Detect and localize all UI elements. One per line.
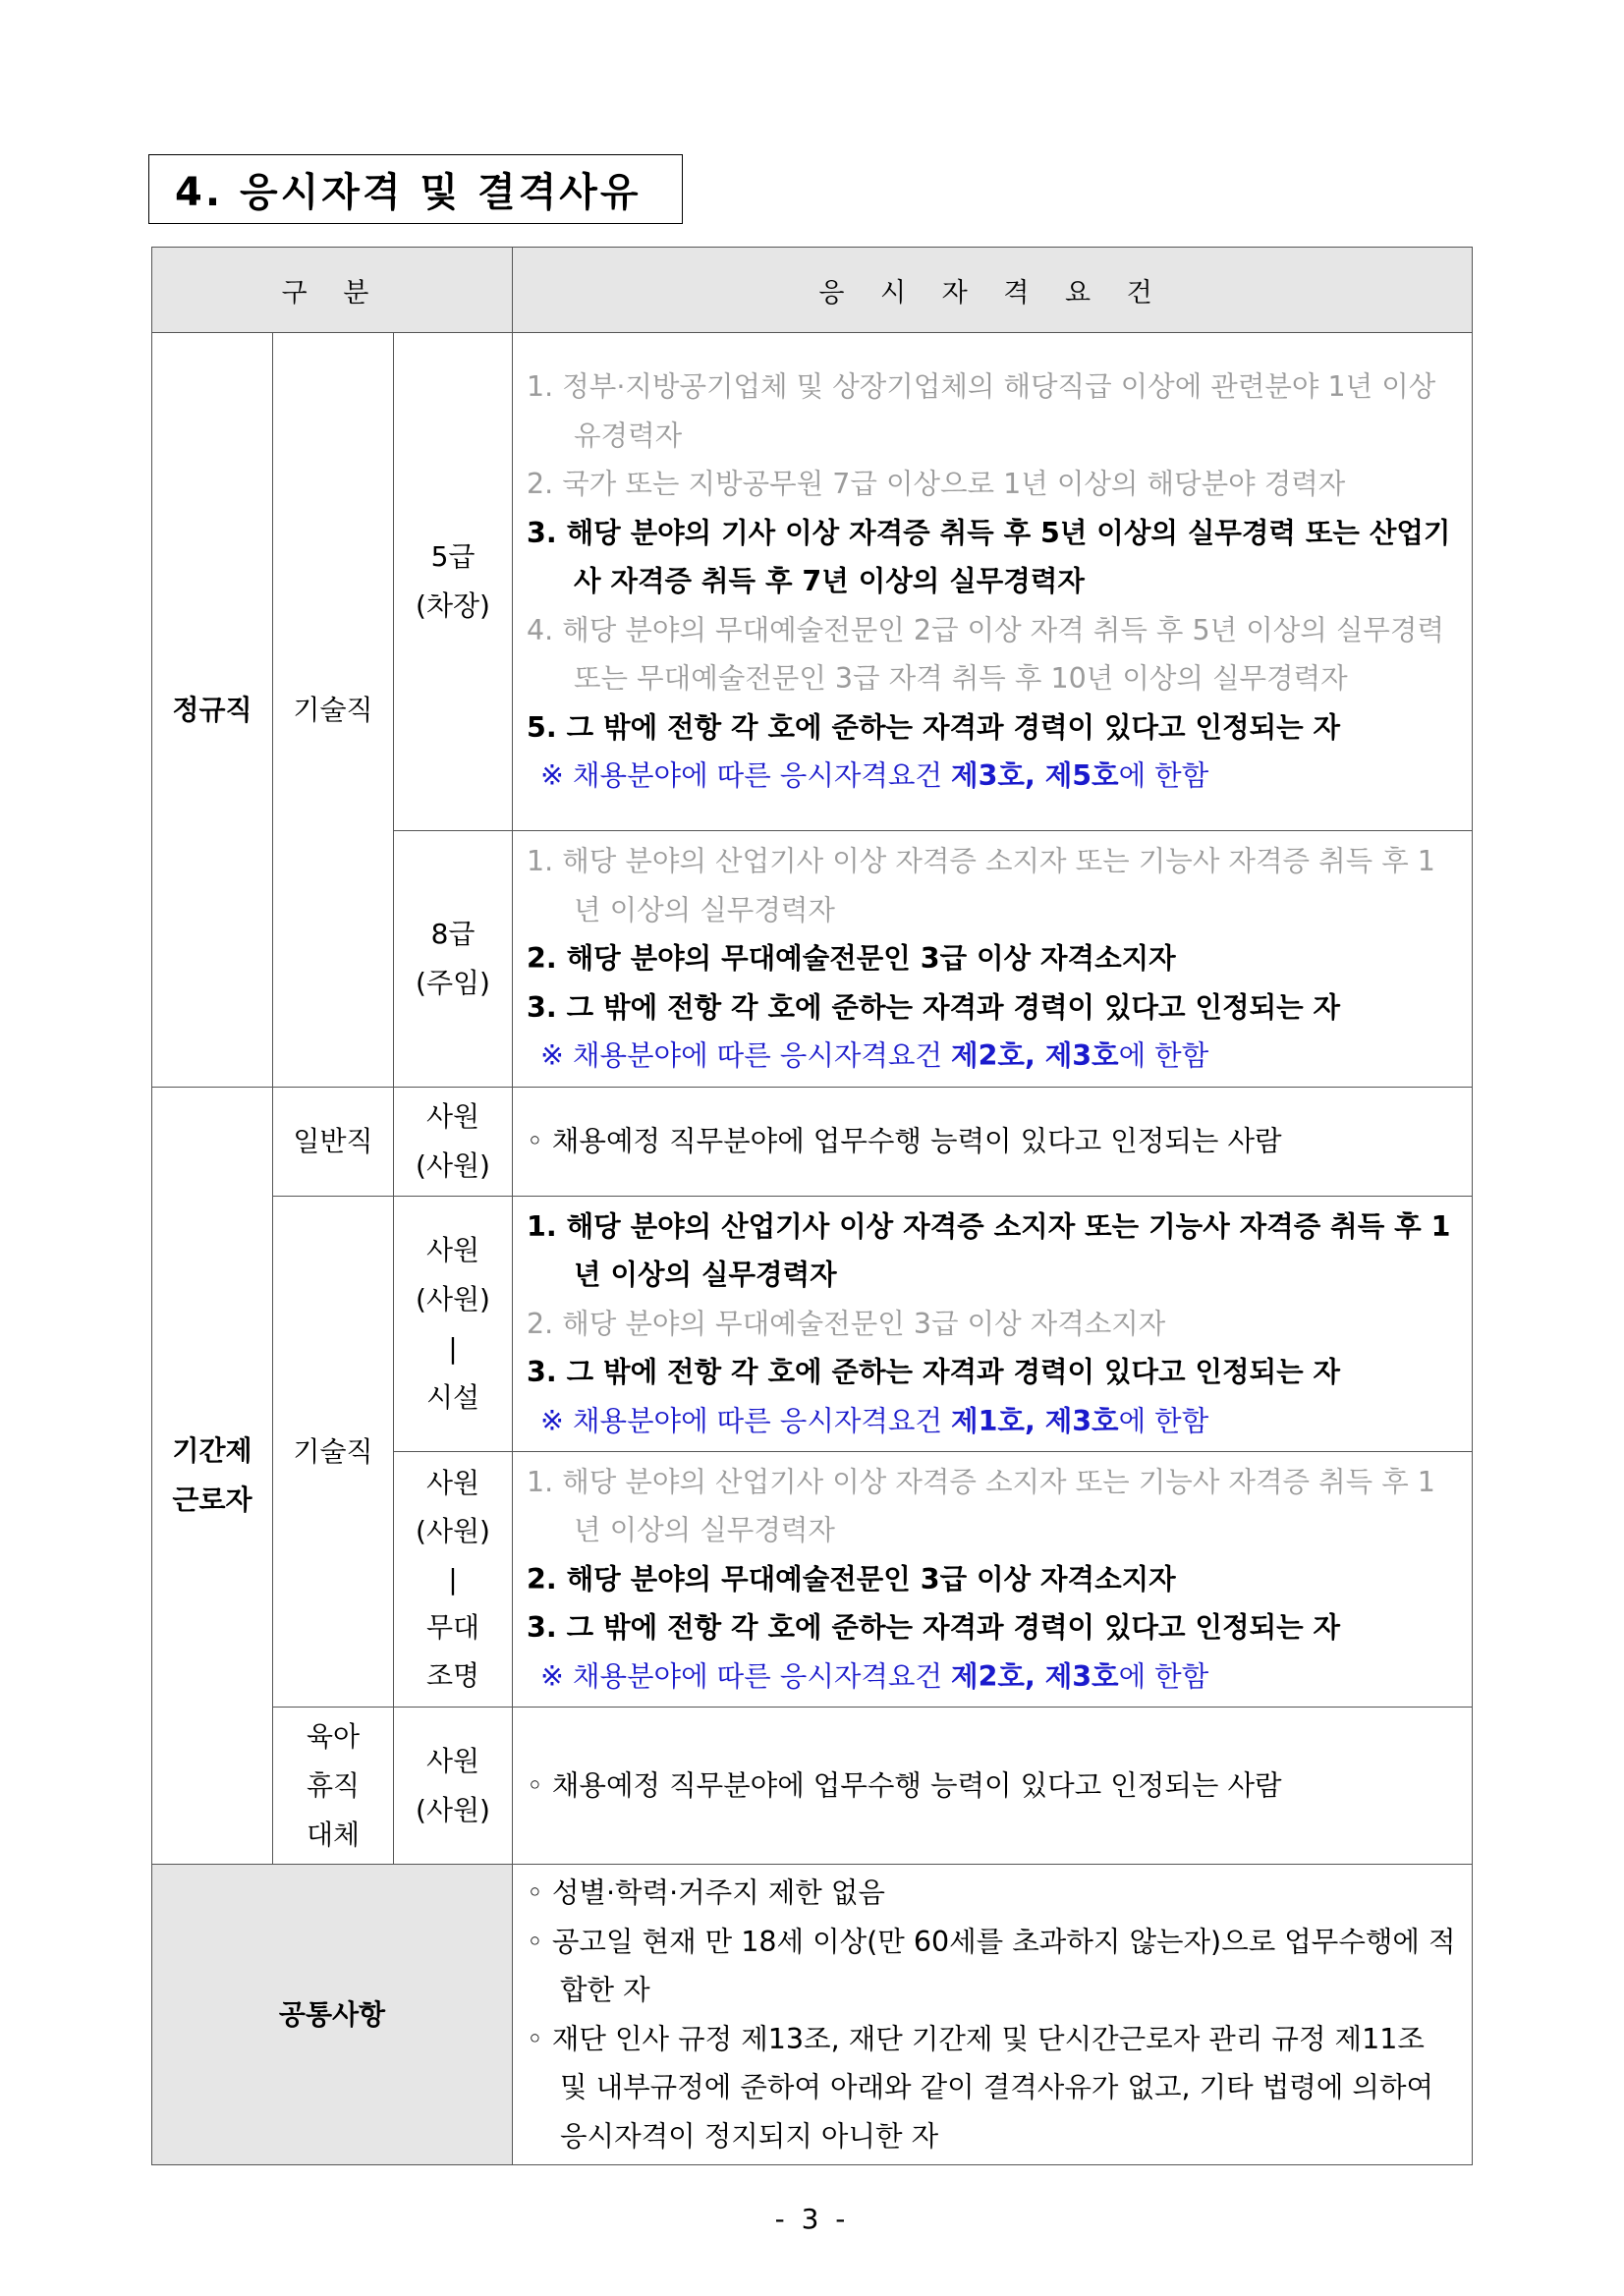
- grade5-grade: 5급: [430, 540, 476, 573]
- list-item: 4. 해당 분야의 무대예술전문인 2급 이상 자격 취득 후 5년 이상의 실무경력 또는 무대예술전문인 3급 자격 취득 후 10년 이상의 실무경력자: [527, 613, 1444, 696]
- header-category: 구 분: [152, 248, 513, 333]
- contract-general-grade: 사원 (사원): [394, 1088, 513, 1197]
- list-item: 1. 해당 분야의 산업기사 이상 자격증 소지자 또는 기능사 자격증 취득 후 1년 이상의 실무경력자: [527, 845, 1435, 926]
- grade5-rank: (차장): [416, 589, 490, 622]
- leave-requirements: ◦ 채용예정 직무분야에 업무수행 능력이 있다고 인정되는 사람: [513, 1708, 1473, 1865]
- list-item: 3. 그 밖에 전항 각 호에 준하는 자격과 경력이 있다고 인정되는 자: [527, 990, 1341, 1024]
- facility-requirements: [513, 1197, 1473, 1452]
- grade5-cell: [394, 333, 513, 831]
- page-number: - 3 -: [774, 2203, 850, 2235]
- table-row: [152, 333, 1473, 831]
- contract-category: 기간제 근로자: [152, 1088, 273, 1865]
- contract-general-sub: 일반직: [273, 1088, 394, 1197]
- grade8-rank: (주임): [416, 967, 490, 999]
- regular-category: 정규직: [152, 333, 273, 1088]
- table-row: [152, 1197, 1473, 1452]
- regular-sub: 기술직: [273, 333, 394, 1088]
- leave-sub: 육아 휴직 대체: [273, 1708, 394, 1865]
- lighting-requirements: [513, 1452, 1473, 1708]
- common-requirements: [513, 1865, 1473, 2165]
- list-item: 5. 그 밖에 전항 각 호에 준하는 자격과 경력이 있다고 인정되는 자: [527, 710, 1341, 744]
- contract-tech-sub: 기술직: [273, 1197, 394, 1708]
- list-item: 2. 해당 분야의 무대예술전문인 3급 이상 자격소지자: [527, 942, 1176, 976]
- list-item: 3. 그 밖에 전항 각 호에 준하는 자격과 경력이 있다고 인정되는 자: [527, 1356, 1341, 1389]
- list-item: ◦ 재단 인사 규정 제13조, 재단 기간제 및 단시간근로자 관리 규정 제11조 및 내부규정에 준하여 아래와 같이 결격사유가 없고, 기타 법령에 의하여 응시자격이 정지되지 아니한 자: [527, 2022, 1434, 2153]
- list-item: ◦ 공고일 현재 만 18세 이상(만 60세를 초과하지 않는자)으로 업무수행에 적합한 자: [527, 1925, 1456, 2006]
- list-item: 2. 국가 또는 지방공무원 7급 이상으로 1년 이상의 해당분야 경력자: [527, 468, 1346, 501]
- table-row: [152, 1088, 1473, 1197]
- lighting-grade: 사원 (사원) | 무대 조명: [394, 1452, 513, 1708]
- requirement-note: ※ 채용분야에 따른 응시자격요건 제2호, 제3호에 한함: [540, 1659, 1209, 1693]
- section-title: 4. 응시자격 및 결격사유: [175, 170, 642, 215]
- table-header-row: [152, 248, 1473, 333]
- table-row: [152, 1708, 1473, 1865]
- contract-general-requirements: ◦ 채용예정 직무분야에 업무수행 능력이 있다고 인정되는 사람: [513, 1088, 1473, 1197]
- list-item: 1. 해당 분야의 산업기사 이상 자격증 소지자 또는 기능사 자격증 취득 후 1년 이상의 실무경력자: [527, 1209, 1451, 1292]
- list-item: ◦ 성별·학력·거주지 제한 없음: [527, 1876, 885, 1909]
- header-requirements: 응 시 자 격 요 건: [513, 248, 1473, 333]
- list-item: 2. 해당 분야의 무대예술전문인 3급 이상 자격소지자: [527, 1307, 1166, 1340]
- grade5-requirements: [513, 333, 1473, 831]
- grade8-grade: 8급: [430, 918, 476, 950]
- table-row: [152, 1865, 1473, 2165]
- list-item: 2. 해당 분야의 무대예술전문인 3급 이상 자격소지자: [527, 1562, 1176, 1596]
- requirement-note: ※ 채용분야에 따른 응시자격요건 제3호, 제5호에 한함: [540, 759, 1209, 793]
- leave-grade: 사원 (사원): [394, 1708, 513, 1865]
- requirement-note: ※ 채용분야에 따른 응시자격요건 제2호, 제3호에 한함: [540, 1039, 1209, 1073]
- requirement-note: ※ 채용분야에 따른 응시자격요건 제1호, 제3호에 한함: [540, 1404, 1209, 1437]
- list-item: 1. 해당 분야의 산업기사 이상 자격증 소지자 또는 기능사 자격증 취득 후 1년 이상의 실무경력자: [527, 1465, 1435, 1547]
- grade8-requirements: [513, 831, 1473, 1088]
- grade8-cell: [394, 831, 513, 1088]
- list-item: 3. 해당 분야의 기사 이상 자격증 취득 후 5년 이상의 실무경력 또는 산업기사 자격증 취득 후 7년 이상의 실무경력자: [527, 516, 1451, 598]
- qualification-table: [151, 247, 1473, 2165]
- common-label: 공통사항: [152, 1865, 513, 2165]
- list-item: 3. 그 밖에 전항 각 호에 준하는 자격과 경력이 있다고 인정되는 자: [527, 1611, 1341, 1645]
- facility-grade: 사원 (사원) | 시설: [394, 1197, 513, 1452]
- section-title-box: [148, 154, 683, 224]
- list-item: 1. 정부·지방공기업체 및 상장기업체의 해당직급 이상에 관련분야 1년 이상 유경력자: [527, 370, 1436, 452]
